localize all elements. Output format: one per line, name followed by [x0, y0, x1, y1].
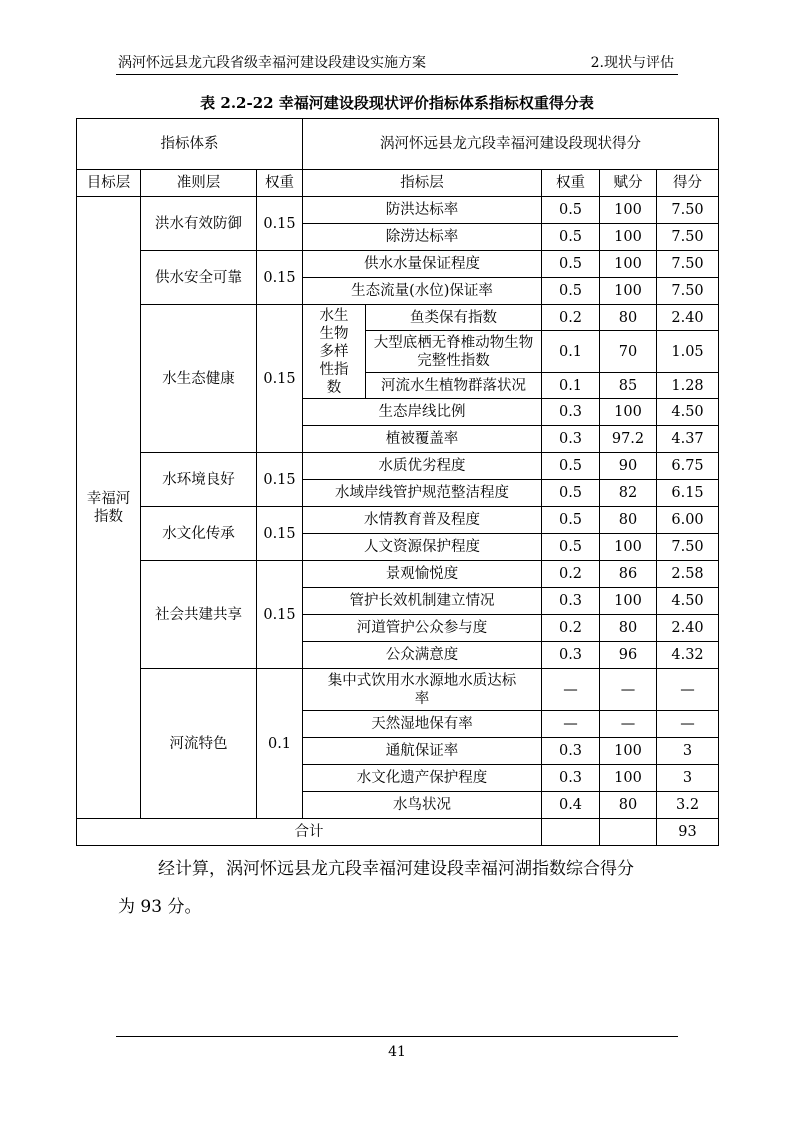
indicator-cell: 人文资源保护程度: [303, 534, 542, 561]
indicator-score: 3.2: [657, 792, 719, 819]
indicator-cell: 防洪达标率: [303, 197, 542, 224]
indicator-assign: 80: [600, 507, 657, 534]
indicator-assign: 96: [600, 642, 657, 669]
indicator-cell: 除涝达标率: [303, 224, 542, 251]
indicator-cell: 鱼类保有指数: [366, 305, 542, 331]
indicator-weight: 0.5: [542, 197, 600, 224]
indicator-weight: —: [542, 669, 600, 711]
indicator-cell: 大型底栖无脊椎动物生物完整性指数: [366, 331, 542, 373]
indicator-score: 4.50: [657, 588, 719, 615]
indicator-weight: 0.1: [542, 331, 600, 373]
header-document-title: 涡河怀远县龙亢段省级幸福河建设段建设实施方案: [118, 55, 426, 71]
indicator-cell: 水文化遗产保护程度: [303, 765, 542, 792]
indicator-score: 6.00: [657, 507, 719, 534]
indicator-weight: 0.2: [542, 561, 600, 588]
criterion-weight: 0.15: [257, 453, 303, 507]
table-row: [77, 453, 719, 480]
header-system: 指标体系: [77, 119, 303, 170]
indicator-score: 7.50: [657, 251, 719, 278]
criterion-cell: 水生态健康: [141, 305, 257, 453]
indicator-cell: 通航保证率: [303, 738, 542, 765]
score-table: [76, 118, 719, 846]
indicator-score: —: [657, 669, 719, 711]
indicator-assign: 100: [600, 224, 657, 251]
criterion-cell: 社会共建共享: [141, 561, 257, 669]
indicator-weight: 0.3: [542, 588, 600, 615]
indicator-assign: 90: [600, 453, 657, 480]
indicator-assign: 100: [600, 765, 657, 792]
indicator-weight: 0.5: [542, 507, 600, 534]
indicator-assign: 100: [600, 534, 657, 561]
indicator-assign: 86: [600, 561, 657, 588]
indicator-score: 6.75: [657, 453, 719, 480]
table-row: [77, 197, 719, 224]
criterion-cell: 水文化传承: [141, 507, 257, 561]
indicator-weight: 0.5: [542, 224, 600, 251]
indicator-cell: 水鸟状况: [303, 792, 542, 819]
conclusion-paragraph: [118, 850, 678, 926]
indicator-cell: 水质优劣程度: [303, 453, 542, 480]
total-row: [77, 819, 719, 846]
indicator-assign: —: [600, 711, 657, 738]
total-score: 93: [657, 819, 719, 846]
indicator-weight: 0.2: [542, 615, 600, 642]
indicator-score: 1.28: [657, 373, 719, 399]
indicator-cell: 植被覆盖率: [303, 426, 542, 453]
indicator-assign: 85: [600, 373, 657, 399]
criterion-weight: 0.1: [257, 669, 303, 819]
indicator-weight: 0.3: [542, 399, 600, 426]
criterion-cell: 洪水有效防御: [141, 197, 257, 251]
indicator-assign: 100: [600, 278, 657, 305]
indicator-cell: 公众满意度: [303, 642, 542, 669]
indicator-score: 2.58: [657, 561, 719, 588]
indicator-score: 2.40: [657, 615, 719, 642]
indicator-assign: 80: [600, 305, 657, 331]
table-row: [77, 561, 719, 588]
indicator-score: 3: [657, 738, 719, 765]
header-section-title: 2.现状与评估: [590, 55, 674, 71]
criterion-weight: 0.15: [257, 561, 303, 669]
criterion-cell: 河流特色: [141, 669, 257, 819]
indicator-assign: 80: [600, 615, 657, 642]
criterion-weight: 0.15: [257, 251, 303, 305]
page-header: [118, 52, 678, 74]
indicator-assign: 100: [600, 251, 657, 278]
indicator-weight: 0.3: [542, 426, 600, 453]
indicator-cell: 水情教育普及程度: [303, 507, 542, 534]
indicator-cell: 河流水生植物群落状况: [366, 373, 542, 399]
indicator-assign: 100: [600, 399, 657, 426]
indicator-weight: 0.1: [542, 373, 600, 399]
indicator-score: 3: [657, 765, 719, 792]
table-row: [77, 251, 719, 278]
header-indicator: 指标层: [303, 170, 542, 197]
table-row: [77, 507, 719, 534]
conclusion-line-1: 经计算，涡河怀远县龙亢段幸福河建设段幸福河湖指数综合得分: [158, 859, 634, 879]
indicator-weight: 0.5: [542, 480, 600, 507]
indicator-cell: 景观愉悦度: [303, 561, 542, 588]
table-row: [77, 305, 719, 331]
header-target: 目标层: [77, 170, 141, 197]
indicator-assign: 82: [600, 480, 657, 507]
table-row: [77, 669, 719, 711]
indicator-cell: 河道管护公众参与度: [303, 615, 542, 642]
indicator-score: 7.50: [657, 534, 719, 561]
indicator-weight: 0.5: [542, 534, 600, 561]
header-rule: [116, 74, 678, 75]
indicator-score: 4.32: [657, 642, 719, 669]
indicator-cell: 供水水量保证程度: [303, 251, 542, 278]
header-criterion: 准则层: [141, 170, 257, 197]
indicator-assign: 100: [600, 588, 657, 615]
indicator-weight: 0.5: [542, 453, 600, 480]
indicator-score: 1.05: [657, 331, 719, 373]
indicator-cell: 水域岸线管护规范整洁程度: [303, 480, 542, 507]
indicator-score: 7.50: [657, 197, 719, 224]
indicator-weight: —: [542, 711, 600, 738]
indicator-score: 4.50: [657, 399, 719, 426]
header-assign: 赋分: [600, 170, 657, 197]
indicator-score: 7.50: [657, 278, 719, 305]
header-weight: 权重: [257, 170, 303, 197]
page-number: 41: [388, 1044, 406, 1060]
indicator-assign: 70: [600, 331, 657, 373]
indicator-cell: 生态流量(水位)保证率: [303, 278, 542, 305]
indicator-assign: —: [600, 669, 657, 711]
table-header-row-1: [77, 119, 719, 170]
indicator-cell: 天然湿地保有率: [303, 711, 542, 738]
header-score-title: 涡河怀远县龙亢段幸福河建设段现状得分: [303, 119, 719, 170]
indicator-weight: 0.3: [542, 738, 600, 765]
indicator-weight: 0.2: [542, 305, 600, 331]
total-assign-empty: [600, 819, 657, 846]
total-label: 合计: [77, 819, 542, 846]
header-score: 得分: [657, 170, 719, 197]
indicator-weight: 0.3: [542, 765, 600, 792]
indicator-assign: 80: [600, 792, 657, 819]
indicator-score: —: [657, 711, 719, 738]
indicator-score: 7.50: [657, 224, 719, 251]
table-caption: 表 2.2-22 幸福河建设段现状评价指标体系指标权重得分表: [200, 94, 594, 112]
indicator-cell: 生态岸线比例: [303, 399, 542, 426]
table-header-row-2: [77, 170, 719, 197]
indicator-weight: 0.3: [542, 642, 600, 669]
target-cell: 幸福河指数: [77, 197, 141, 819]
indicator-weight: 0.5: [542, 278, 600, 305]
footer-rule: [116, 1036, 678, 1037]
total-weight-empty: [542, 819, 600, 846]
header-indicator-weight: 权重: [542, 170, 600, 197]
indicator-weight: 0.5: [542, 251, 600, 278]
criterion-cell: 水环境良好: [141, 453, 257, 507]
indicator-weight: 0.4: [542, 792, 600, 819]
indicator-score: 6.15: [657, 480, 719, 507]
criterion-weight: 0.15: [257, 507, 303, 561]
conclusion-line-2: 为 93 分。: [118, 897, 202, 917]
indicator-score: 2.40: [657, 305, 719, 331]
criterion-weight: 0.15: [257, 305, 303, 453]
indicator-cell: 集中式饮用水水源地水质达标率: [303, 669, 542, 711]
indicator-score: 4.37: [657, 426, 719, 453]
bio-group-cell: 水生生物多样性指数: [303, 305, 366, 399]
indicator-assign: 97.2: [600, 426, 657, 453]
criterion-weight: 0.15: [257, 197, 303, 251]
indicator-cell: 管护长效机制建立情况: [303, 588, 542, 615]
criterion-cell: 供水安全可靠: [141, 251, 257, 305]
indicator-assign: 100: [600, 197, 657, 224]
indicator-assign: 100: [600, 738, 657, 765]
